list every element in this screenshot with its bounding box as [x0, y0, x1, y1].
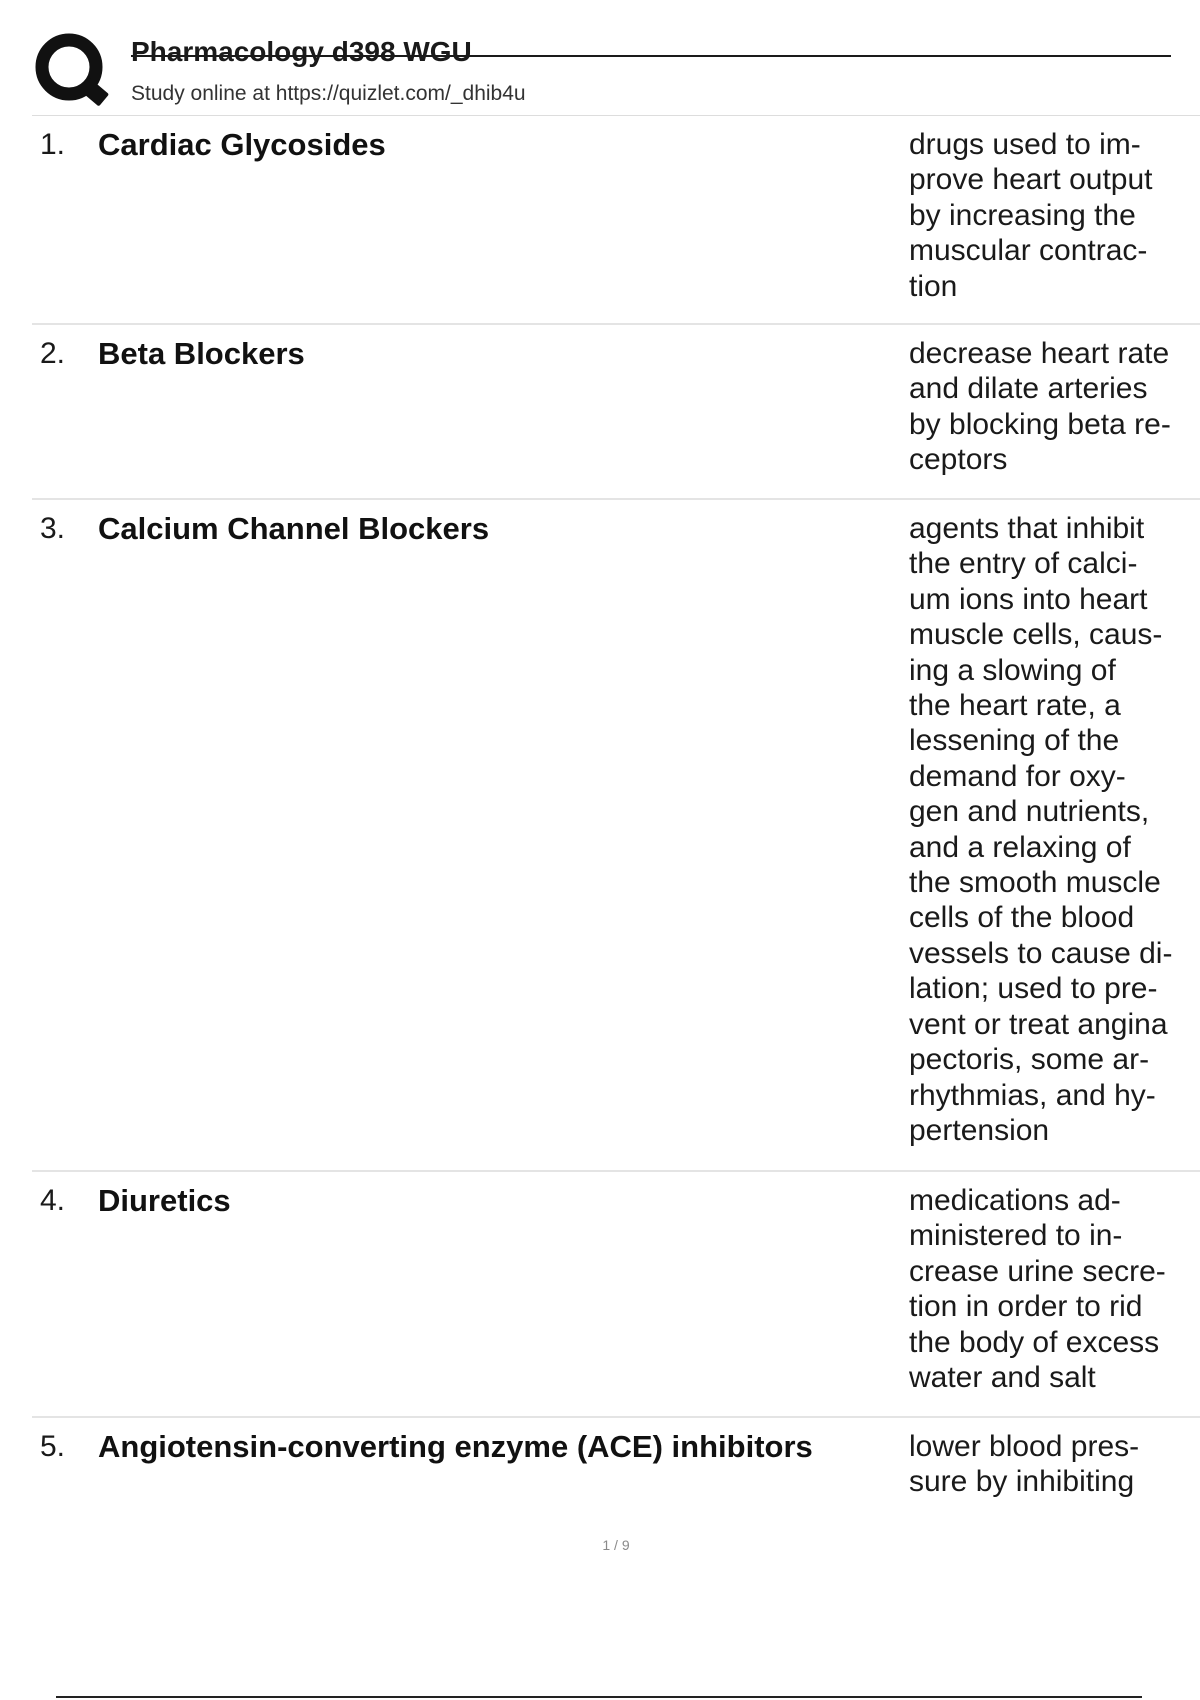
term-name: Beta Blockers	[98, 336, 305, 371]
term-row	[32, 325, 1200, 500]
term-definition: agents that inhibit the entry of calci- um ions into heart muscle cells, caus- ing a slowing of the heart rate, a lessening of the demand for oxy- gen and nutrients, and a relaxing of the smooth muscle cells of the blood vessels to cause di- lation; used to pre- vent or treat angina pectoris, some ar- rhythmias, and hy- pertension	[909, 512, 1173, 1147]
term-number: 1.	[40, 128, 66, 161]
quizlet-q-logo-icon	[32, 30, 112, 110]
document-header	[32, 30, 1200, 116]
study-online-link[interactable]: Study online at https://quizlet.com/_dhib4u	[131, 82, 526, 105]
term-row	[32, 500, 1200, 1172]
term-number: 3.	[40, 512, 66, 545]
bottom-rule	[56, 1696, 1142, 1698]
term-name: Calcium Channel Blockers	[98, 511, 490, 546]
page-indicator: 1 / 9	[602, 1537, 630, 1553]
term-definition: decrease heart rate and dilate arteries by blocking beta re- ceptors	[909, 337, 1171, 477]
term-number: 5.	[40, 1430, 66, 1463]
document-title: Pharmacology d398 WGU	[131, 36, 472, 67]
title-rule	[131, 55, 1171, 57]
term-number: 2.	[40, 337, 66, 370]
term-name: Diuretics	[98, 1183, 231, 1218]
term-name: Cardiac Glycosides	[98, 127, 386, 162]
term-list	[32, 116, 1200, 1518]
term-definition: drugs used to im- prove heart output by increasing the muscular contrac- tion	[909, 128, 1153, 303]
term-number: 4.	[40, 1184, 66, 1217]
term-row	[32, 1172, 1200, 1418]
term-row	[32, 116, 1200, 325]
term-definition: lower blood pres- sure by inhibiting	[909, 1430, 1140, 1499]
term-definition: medications ad- ministered to in- crease urine secre- tion in order to rid the body of excess water and salt	[909, 1184, 1166, 1395]
term-name: Angiotensin-converting enzyme (ACE) inhibitors	[98, 1429, 813, 1464]
term-row	[32, 1418, 1200, 1518]
